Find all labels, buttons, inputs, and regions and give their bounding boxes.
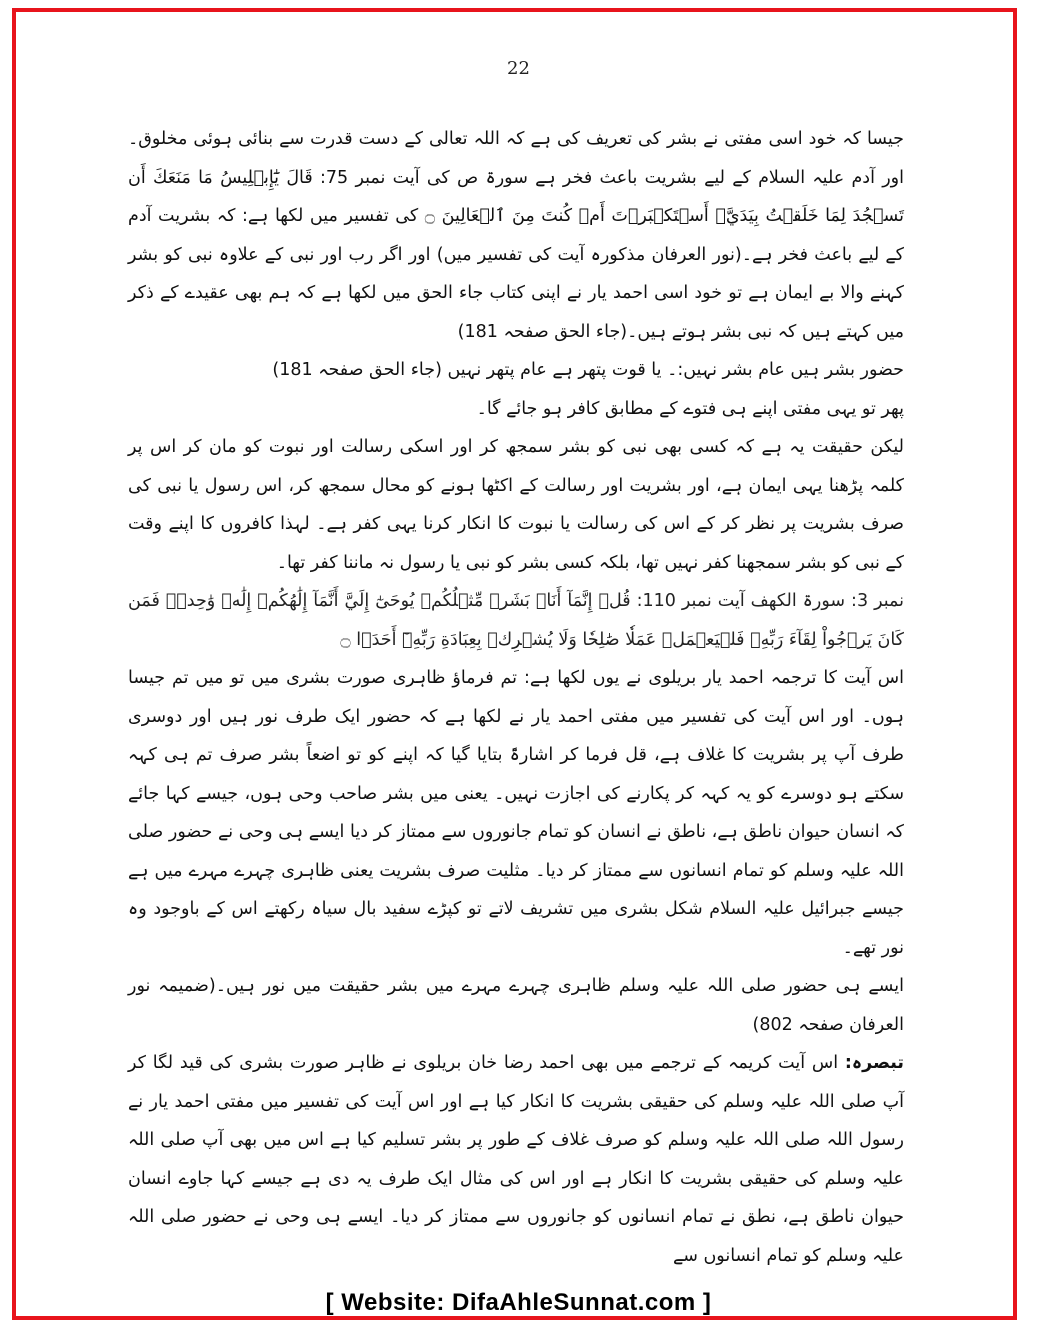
website-footer: [ Website: DifaAhleSunnat.com ] <box>325 1289 712 1316</box>
review-text: اس آیت کریمہ کے ترجمے میں بھی احمد رضا خان بریلوی نے ظاہر صورت بشری کی قید لگا کر آپ صلی اللہ علیہ وسلم کی حقیقی بشریت کا انکار کیا ہے اور اس آیت کی تفسیر میں مفتی احمد یار نے رسول اللہ صلی اللہ علیہ وسلم کو صرف غلاف کے طور پر بشر تسلیم کیا ہے اس میں بھی آپ صلی اللہ علیہ وسلم کی حقیقی بشریت کا انکار ہے اور اس کی مثال ایک طرف یہ دی ہے جیسے کہا جاوے انسان حیوان ناطق ہے، نطق نے تمام انسانوں کو جانوروں سے ممتاز کر دیا۔ ایسے ہی وحی نے حضور صلی اللہ علیہ وسلم کو تمام انسانوں سے <box>128 1053 904 1266</box>
page-number: 22 <box>507 58 530 79</box>
paragraph-fatwa: پھر تو یہی مفتی اپنے ہی فتوے کے مطابق کافر ہو جائے گا۔ <box>476 398 904 419</box>
page-body <box>128 120 905 1266</box>
paragraph-kahf-verse: نمبر 3: سورۃ الکھف آیت نمبر 110: قُلۡ إِنَّمَآ أَنَا۠ بَشَرٞ مِّثۡلُكُمۡ يُوحَىٰٓ إِلَيَّ أَنَّمَآ إِلَٰهُكُمۡ إِلَٰهٞ وَٰحِدٞۖ فَمَن كَانَ يَرۡجُواْ لِقَآءَ رَبِّهِۦ فَلۡيَعۡمَلۡ عَمَلٗا صَٰلِحٗا وَلَا يُشۡرِكۡ بِعِبَادَةِ رَبِّهِۦٓ أَحَدَۢا ۝ <box>128 591 904 650</box>
review-label: تبصرہ: <box>844 1053 904 1073</box>
paragraph-adam-verse: جیسا کہ خود اسی مفتی نے بشر کی تعریف کی ہے کہ اللہ تعالی کے دست قدرت سے بنائی ہوئی مخلوق۔ اور آدم علیہ السلام کے لیے بشریت باعث فخر ہے سورۃ ص کی آیت نمبر 75: قَالَ يَٰٓإِبۡلِيسُ مَا مَنَعَكَ أَن تَسۡجُدَ لِمَا خَلَقۡتُ بِيَدَيَّۖ أَسۡتَكۡبَرۡتَ أَمۡ كُنتَ مِنَ ٱلۡعَالِينَ ۝ کی تفسیر میں لکھا ہے: کہ بشریت آدم کے لیے باعث فخر ہے۔(نور العرفان مذکورہ آیت کی تفسیر میں) اور اگر رب اور نبی کے علاوہ نبی کو بشر کہنے والا بے ایمان ہے تو خود اسی احمد یار نے اپنی کتاب جاء الحق میں لکھا ہے کہ ہم بھی عقیدے کے ذکر میں کہتے ہیں کہ نبی بشر ہوتے ہیں۔(جاء الحق صفحہ 181) <box>128 129 904 342</box>
paragraph-review <box>128 1044 904 1275</box>
paragraph-noor: ایسے ہی حضور صلی اللہ علیہ وسلم ظاہری چہرے مہرے میں بشر حقیقت میں نور ہیں۔(ضمیمہ نور العرفان صفحہ 802) <box>128 976 904 1035</box>
paragraph-reality: لیکن حقیقت یہ ہے کہ کسی بھی نبی کو بشر سمجھ کر اور اسکی رسالت اور نبوت کو مان کر اس پر کلمہ پڑھنا یہی ایمان ہے، اور بشریت اور رسالت کے اکٹھا ہونے کو محال سمجھ کر، اس رسول یا نبی کی صرف بشریت پر نظر کر کے اس کی رسالت یا نبوت کا انکار کرنا یہی کفر ہے۔ لہذا کافروں کا اپنے وقت کے نبی کو بشر سمجھنا کفر نہیں تھا، بلکہ کسی بشر کو نبی یا رسول نہ ماننا کفر تھا۔ <box>128 437 905 573</box>
paragraph-yaqoot: حضور بشر ہیں عام بشر نہیں:۔ یا قوت پتھر ہے عام پتھر نہیں (جاء الحق صفحہ 181) <box>272 360 904 380</box>
paragraph-translation: اس آیت کا ترجمہ احمد یار بریلوی نے یوں لکھا ہے: تم فرماؤ ظاہری صورت بشری میں تو میں تم جیسا ہوں۔ اور اس آیت کی تفسیر میں مفتی احمد یار نے لکھا ہے کہ حضور ایک طرف نور ہیں اور دوسری طرف آپ پر بشریت کا غلاف ہے، قل فرما کر اشارۃً بتایا گیا کہ اپنے کو تو اضعاً بشر صرف تم ہی کہہ سکتے ہو دوسرے کو یہ کہہ کر پکارنے کی اجازت نہیں۔ یعنی میں بشر صاحب وحی ہوں، جیسے کہا جائے کہ انسان حیوان ناطق ہے، ناطق نے انسان کو تمام جانوروں سے ممتاز کر دیا ایسے ہی وحی نے حضور صلی اللہ علیہ وسلم کو تمام انسانوں سے ممتاز کر دیا۔ مثلیت صرف بشریت یعنی ظاہری چہرے مہرے میں ہے جیسے جبرائیل علیہ السلام شکل بشری میں تشریف لاتے تو کپڑے سفید بال سیاہ رکھتے اس کے باوجود وہ نور تھے۔ <box>128 668 904 958</box>
